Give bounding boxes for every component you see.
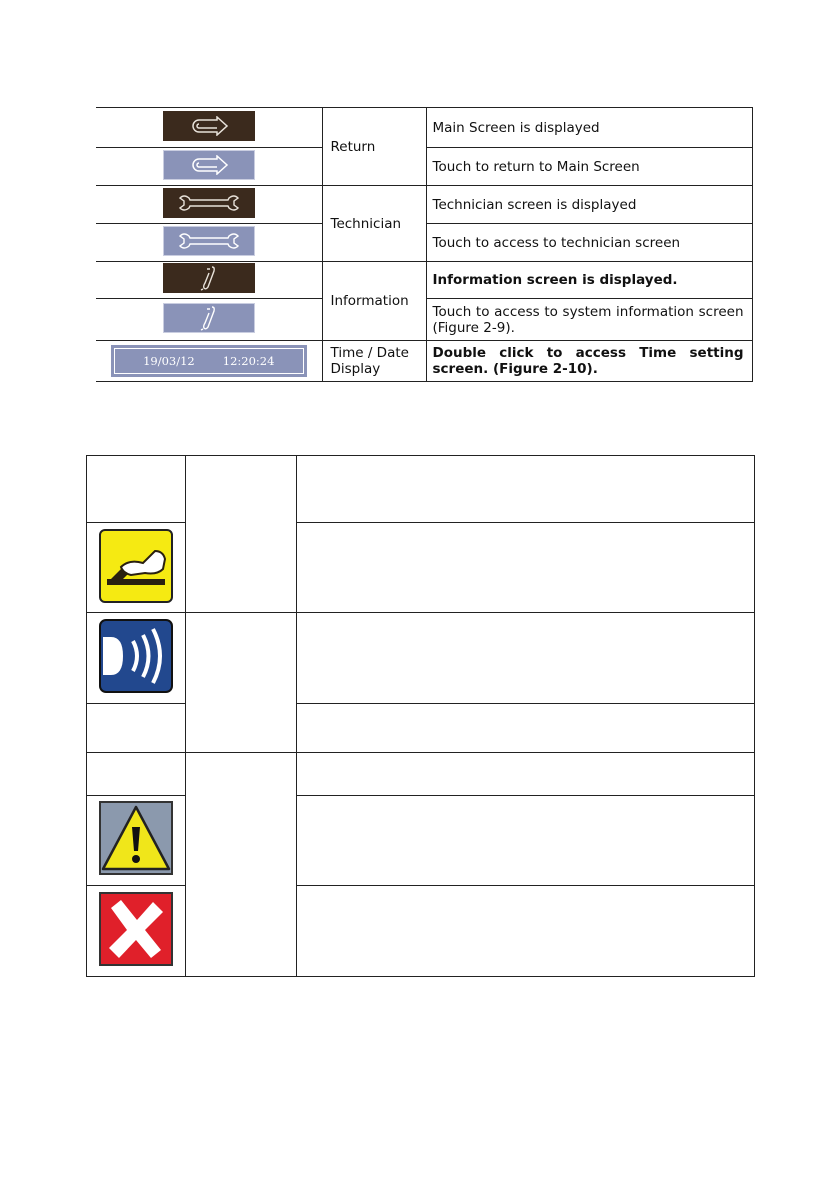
date-value: 19/03/12: [143, 354, 195, 368]
wrench-icon: [178, 232, 240, 250]
description-cell-6: [297, 795, 755, 885]
information-label: Information: [322, 262, 426, 341]
technician-button-active[interactable]: [163, 188, 255, 218]
description-cell-7: [297, 885, 755, 976]
description-cell-1: [297, 456, 755, 523]
group-cell-3: [186, 752, 297, 976]
technician-active-description: Technician screen is displayed: [426, 186, 752, 224]
time-date-label-line1: Time / Date: [330, 345, 409, 361]
return-label: Return: [322, 108, 426, 186]
information-inactive-description: Touch to access to system information screen (Figure 2-9).: [426, 299, 752, 341]
information-button-active[interactable]: [163, 263, 255, 293]
return-active-cell: [96, 108, 322, 148]
symbol-cell-warning: [87, 795, 186, 885]
symbol-cell-pedal: [87, 523, 186, 613]
screen-buttons-table: [96, 107, 752, 381]
time-date-cell: [96, 341, 322, 382]
time-value: 12:20:24: [222, 354, 275, 368]
return-button-active[interactable]: [163, 111, 255, 141]
symbols-table: [86, 455, 754, 977]
time-date-description: Double click to access Time setting screen. (Figure 2-10).: [426, 341, 752, 382]
return-inactive-cell: [96, 148, 322, 186]
description-cell-3: [297, 613, 755, 704]
information-active-description: Information screen is displayed.: [426, 262, 752, 299]
wrench-icon: [178, 194, 240, 212]
return-active-description: Main Screen is displayed: [426, 108, 752, 148]
return-button-inactive[interactable]: [163, 150, 255, 180]
time-date-display[interactable]: [111, 345, 307, 377]
foot-pedal-icon: [99, 529, 173, 603]
technician-button-inactive[interactable]: [163, 226, 255, 256]
technician-active-cell: [96, 186, 322, 224]
sound-signal-icon: [99, 619, 173, 693]
time-date-label: [322, 341, 426, 382]
time-date-label-line2: Display: [330, 361, 381, 377]
paperclip-pen-icon: [199, 305, 219, 331]
error-cross-icon: [99, 892, 173, 966]
symbol-cell-empty-1: [87, 456, 186, 523]
description-cell-2: [297, 523, 755, 613]
paperclip-pen-icon: [199, 265, 219, 291]
return-arrow-icon: [187, 155, 231, 175]
symbol-cell-empty-2: [87, 704, 186, 752]
technician-inactive-description: Touch to access to technician screen: [426, 224, 752, 262]
technician-inactive-cell: [96, 224, 322, 262]
symbol-cell-sound: [87, 613, 186, 704]
warning-exclamation-icon: [99, 801, 173, 875]
return-arrow-icon: [187, 116, 231, 136]
symbol-cell-error: [87, 885, 186, 976]
technician-label: Technician: [322, 186, 426, 262]
information-active-cell: [96, 262, 322, 299]
information-button-inactive[interactable]: [163, 303, 255, 333]
return-inactive-description: Touch to return to Main Screen: [426, 148, 752, 186]
group-cell-2: [186, 613, 297, 752]
symbol-cell-empty-3: [87, 752, 186, 795]
description-cell-4: [297, 704, 755, 752]
information-inactive-cell: [96, 299, 322, 341]
group-cell-1: [186, 456, 297, 613]
description-cell-5: [297, 752, 755, 795]
